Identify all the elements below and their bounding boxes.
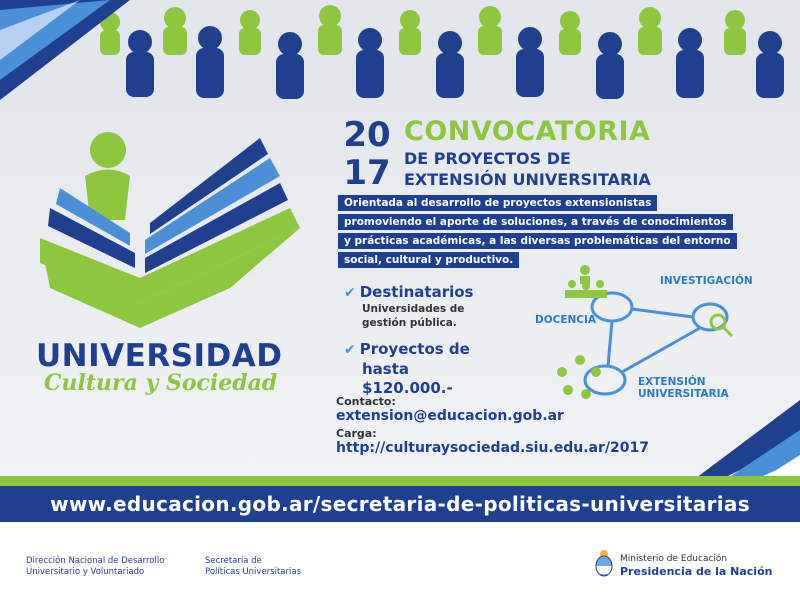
label-investigacion: INVESTIGACIÓN [660,275,753,287]
call-subtitle-line-2: EXTENSIÓN UNIVERSITARIA [404,170,651,189]
footer-ministry: Ministerio de Educación [620,554,728,564]
check-icon: ✔ [344,285,356,301]
year-bottom: 17 [343,153,391,193]
destinatarios-title: ✔ Destinatarios [344,283,474,301]
description-line: promoviendo el aporte de soluciones, a través de conocimientos [338,214,733,230]
crowd-silhouette-icon [0,0,800,110]
description-line: y prácticas académicas, a las diversas problemáticas del entorno [338,233,737,249]
footer [0,522,800,600]
description-box [338,195,731,271]
coat-of-arms-icon [594,549,614,577]
label-extension: EXTENSIÓN UNIVERSITARIA [638,376,729,400]
contact-label: Contacto: [336,395,396,408]
call-subtitle-line-1: DE PROYECTOS DE [404,149,571,168]
carga-label: Carga: [336,427,377,440]
logo-title: UNIVERSIDAD [36,338,283,374]
check-icon: ✔ [344,342,356,358]
book-person-icon [30,128,310,338]
footer-secretaria: Secretaría de Políticas Universitarias [205,556,302,577]
description-line: social, cultural y productivo. [338,252,519,268]
carga-url-link[interactable]: http://culturaysociedad.siu.edu.ar/2017 [336,440,649,456]
call-title: CONVOCATORIA [404,116,651,147]
description-line: Orientada al desarrollo de proyectos extensionistas [338,195,657,211]
year [336,116,398,192]
call-subtitle [404,148,651,190]
logo-subtitle: Cultura y Sociedad [44,370,278,396]
proyectos-title: ✔ Proyectos de hasta $120.000.- [344,340,470,397]
contact-email-link[interactable]: extension@educacion.gob.ar [336,408,564,424]
year-top: 20 [343,115,391,155]
url-banner [0,486,800,522]
green-divider [0,476,800,486]
label-docencia: DOCENCIA [535,314,597,326]
banner-url-link[interactable]: www.educacion.gob.ar/secretaria-de-politicas-universitarias [50,492,750,516]
footer-direccion: Dirección Nacional de Desarrollo Universitario y Voluntariado [26,556,165,577]
destinatarios-text: Universidades de gestión pública. [362,303,465,329]
group-icon [565,265,607,298]
footer-presidency: Presidencia de la Nación [620,565,773,578]
